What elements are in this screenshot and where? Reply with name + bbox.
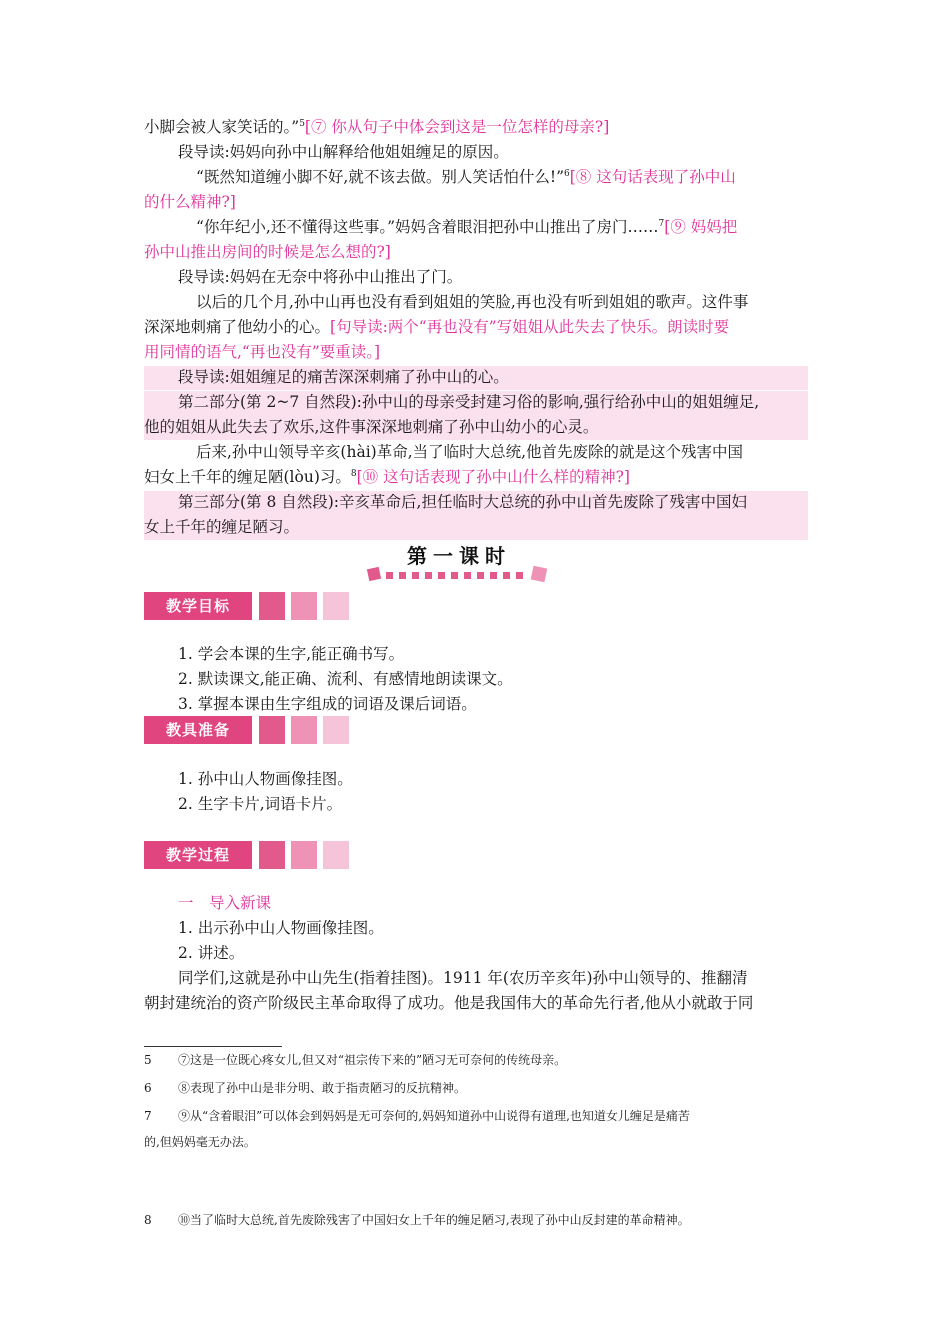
decorative-square bbox=[323, 592, 349, 620]
footnote-text: ⑦这是一位既心疼女儿,但又对“祖宗传下来的”陋习无可奈何的传统母亲。 bbox=[178, 1053, 567, 1067]
section-label: 教学目标 bbox=[144, 592, 252, 620]
paragraph-line: 同学们,这就是孙中山先生(指着挂图)。1911 年(农历辛亥年)孙中山领导的、推翻清 bbox=[178, 969, 748, 987]
decorative-square bbox=[259, 841, 285, 869]
paragraph-line bbox=[144, 315, 808, 340]
footnote-separator bbox=[144, 1046, 282, 1047]
decorative-square bbox=[291, 592, 317, 620]
part-summary: 第三部分(第 8 自然段):辛亥革命后,担任临时大总统的孙中山首先废除了残害中国妇 bbox=[178, 493, 747, 511]
footnote-ref[interactable]: 5 bbox=[299, 118, 305, 129]
segment-guide: 段导读:姐姐缠足的痛苦深深刺痛了孙中山的心。 bbox=[178, 368, 509, 386]
part-summary: 他的姐姐从此失去了欢乐,这件事深深地刺痛了孙中山幼小的心灵。 bbox=[144, 418, 599, 436]
section-header-tools bbox=[144, 716, 354, 744]
question-annotation: [⑨ 妈妈把 bbox=[664, 218, 738, 236]
section-label: 教具准备 bbox=[144, 716, 252, 744]
footnote-continuation: 的,但妈妈毫无办法。 bbox=[144, 1135, 256, 1149]
question-annotation: 的什么精神?] bbox=[144, 193, 236, 211]
part-summary: 女上千年的缠足陋习。 bbox=[144, 518, 300, 536]
decorative-square bbox=[259, 716, 285, 744]
question-annotation: [⑧ 这句话表现了孙中山 bbox=[569, 168, 736, 186]
decorative-square bbox=[323, 716, 349, 744]
question-annotation: [⑦ 你从句子中体会到这是一位怎样的母亲?] bbox=[304, 118, 610, 136]
section-header-goals bbox=[144, 592, 354, 620]
text: 妇女上千年的缠足陋(lòu)习。 bbox=[144, 468, 351, 486]
footnote-ref[interactable]: 8 bbox=[350, 468, 357, 479]
footnote-ref[interactable]: 6 bbox=[564, 168, 570, 179]
list-item: 2. 讲述。 bbox=[178, 944, 245, 962]
lesson-title: 第一课时 bbox=[407, 544, 511, 568]
decorative-square bbox=[291, 841, 317, 869]
list-item: 2. 默读课文,能正确、流利、有感情地朗读课文。 bbox=[178, 670, 513, 688]
decorative-dots bbox=[364, 564, 554, 584]
text: “既然知道缠小脚不好,就不该去做。别人笑话怕什么!” bbox=[196, 168, 565, 186]
footnote bbox=[144, 1077, 808, 1099]
footnote-text: ⑩当了临时大总统,首先废除残害了中国妇女上千年的缠足陋习,表现了孙中山反封建的革命精神。 bbox=[178, 1213, 690, 1227]
footnote-text: ⑨从“含着眼泪”可以体会到妈妈是无可奈何的,妈妈知道孙中山说得有道理,也知道女儿缠足是痛苦 bbox=[178, 1109, 690, 1123]
step-heading: 一 导入新课 bbox=[178, 894, 272, 912]
list-item: 1. 学会本课的生字,能正确书写。 bbox=[178, 645, 405, 663]
footnote bbox=[144, 1049, 808, 1071]
segment-guide: 段导读:妈妈向孙中山解释给他姐姐缠足的原因。 bbox=[178, 143, 509, 161]
text: 深深地刺痛了他幼小的心。 bbox=[144, 318, 331, 336]
decorative-square bbox=[259, 592, 285, 620]
part-summary: 第二部分(第 2~7 自然段):孙中山的母亲受封建习俗的影响,强行给孙中山的姐姐缠足, bbox=[178, 393, 760, 411]
paragraph-line bbox=[144, 465, 808, 490]
footnote-number: 8 bbox=[144, 1213, 152, 1227]
paragraph-line bbox=[144, 115, 808, 140]
paragraph-line: 朝封建统治的资产阶级民主革命取得了成功。他是我国伟大的革命先行者,他从小就敢于同 bbox=[144, 994, 754, 1012]
paragraph-line: 以后的几个月,孙中山再也没有看到姐姐的笑脸,再也没有听到姐姐的歌声。这件事 bbox=[196, 293, 749, 311]
list-item: 3. 掌握本课由生字组成的词语及课后词语。 bbox=[178, 695, 477, 713]
decorative-square bbox=[291, 716, 317, 744]
footnote-number: 6 bbox=[144, 1081, 152, 1095]
sentence-guide: [句导读:两个“再也没有”写姐姐从此失去了快乐。朗读时要 bbox=[330, 318, 730, 336]
lesson-title-banner bbox=[364, 536, 554, 586]
footnote bbox=[144, 1209, 808, 1231]
paragraph-line: 后来,孙中山领导辛亥(hài)革命,当了临时大总统,他首先废除的就是这个残害中国 bbox=[196, 443, 744, 461]
text: “你年纪小,还不懂得这些事。”妈妈含着眼泪把孙中山推出了房门…… bbox=[196, 218, 659, 236]
footnote-number: 5 bbox=[144, 1053, 152, 1067]
list-item: 1. 孙中山人物画像挂图。 bbox=[178, 770, 353, 788]
sentence-guide: 用同情的语气,“再也没有”要重读。] bbox=[144, 343, 381, 361]
paragraph-line bbox=[196, 165, 808, 190]
footnote-number: 7 bbox=[144, 1109, 152, 1123]
section-label: 教学过程 bbox=[144, 841, 252, 869]
text: 小脚会被人家笑话的。” bbox=[144, 118, 300, 136]
footnote-text: ⑧表现了孙中山是非分明、敢于指责陋习的反抗精神。 bbox=[178, 1081, 467, 1095]
paragraph-line bbox=[196, 215, 808, 240]
question-annotation: [⑩ 这句话表现了孙中山什么样的精神?] bbox=[356, 468, 630, 486]
decorative-square bbox=[323, 841, 349, 869]
footnote bbox=[144, 1105, 808, 1127]
list-item: 1. 出示孙中山人物画像挂图。 bbox=[178, 919, 384, 937]
segment-guide: 段导读:妈妈在无奈中将孙中山推出了门。 bbox=[178, 268, 463, 286]
footnote-ref[interactable]: 7 bbox=[658, 218, 665, 229]
list-item: 2. 生字卡片,词语卡片。 bbox=[178, 795, 343, 813]
question-annotation: 孙中山推出房间的时候是怎么想的?] bbox=[144, 243, 391, 261]
section-header-process bbox=[144, 841, 354, 869]
